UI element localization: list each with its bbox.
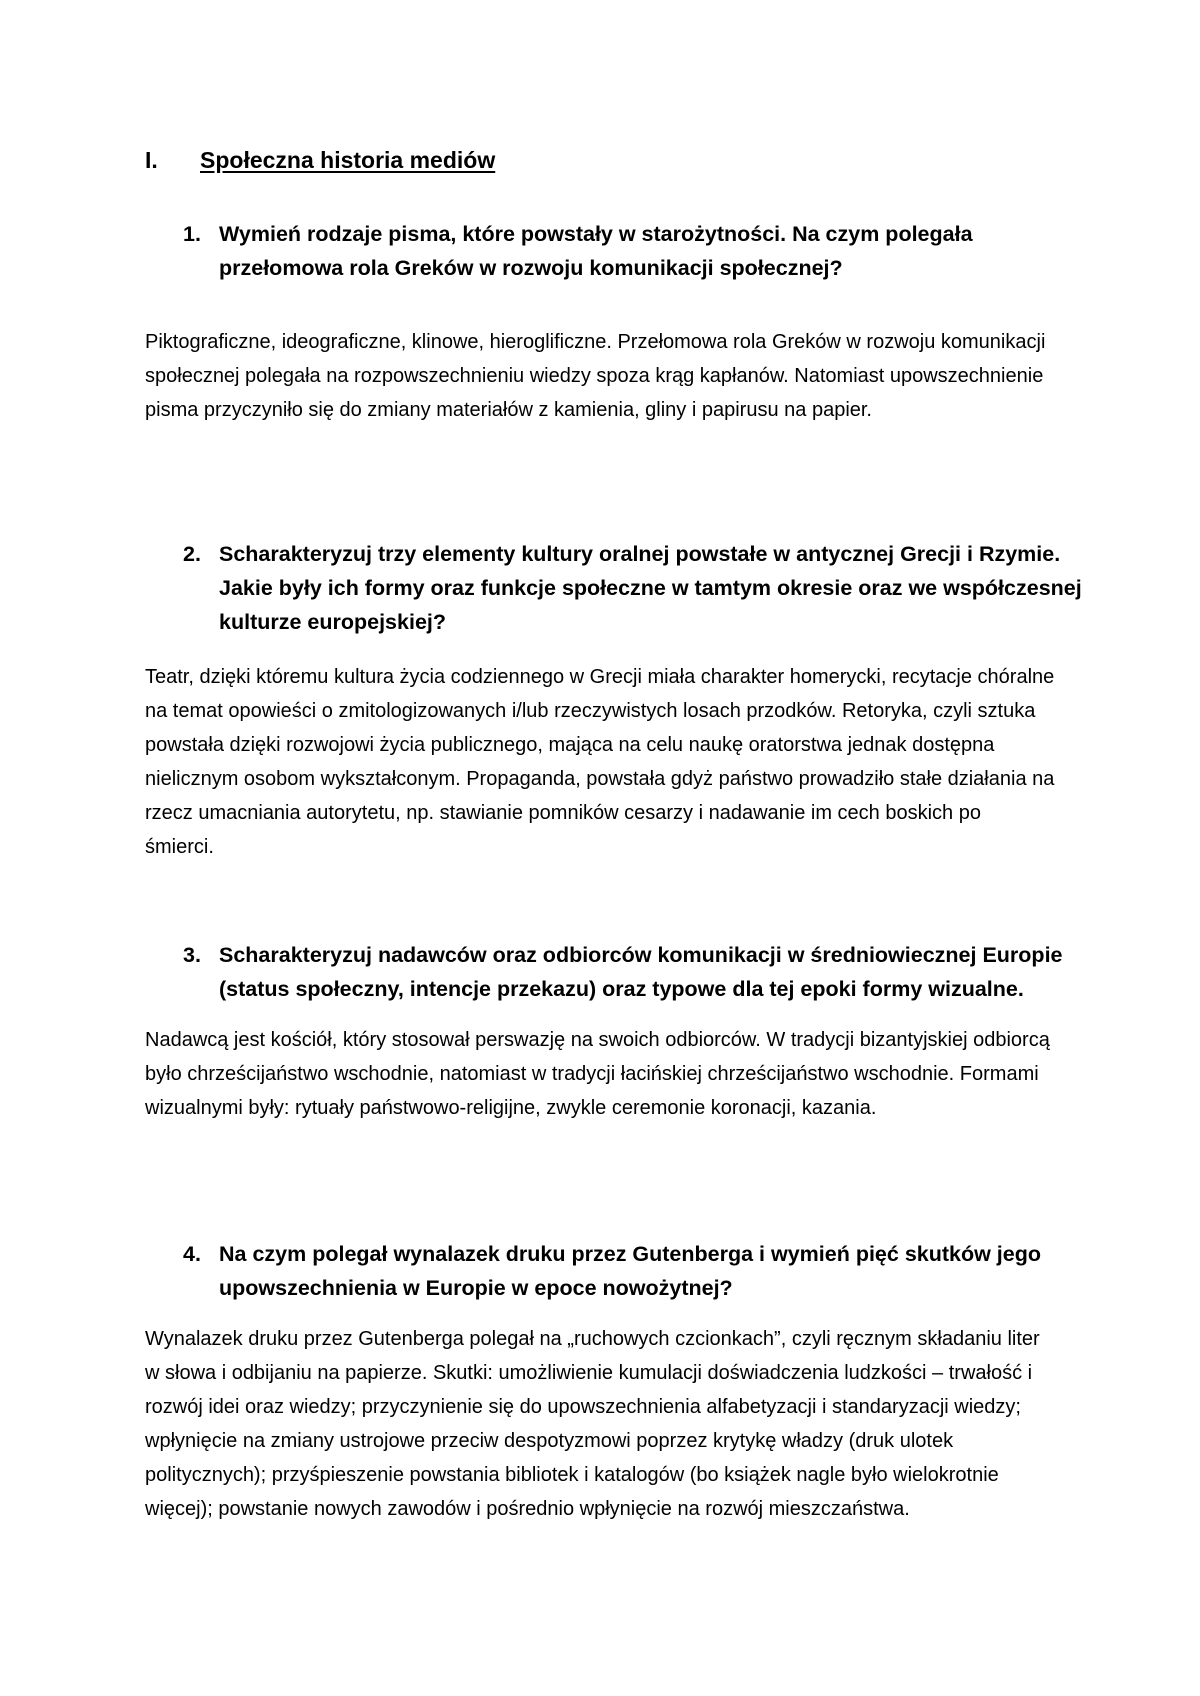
question-number: 1. [183, 222, 201, 246]
answer-1: Piktograficzne, ideograficzne, klinowe, hieroglificzne. Przełomowa rola Greków w rozwoju komunikacji społecznej polegała na rozpowszechnieniu wiedzy spoza krąg kapłanów. Natomiast upowszechnienie pisma przyczyniło się do zmiany materiałów z kamienia, gliny i papirusu na papier. [145, 331, 1046, 421]
question-text: Wymień rodzaje pisma, które powstały w starożytności. Na czym polegała przełomowa rola Greków w rozwoju komunikacji społecznej? [219, 222, 973, 280]
question-1 [183, 217, 1083, 285]
question-4 [183, 1237, 1083, 1305]
question-text: Scharakteryzuj nadawców oraz odbiorców komunikacji w średniowiecznej Europie (status społeczny, intencje przekazu) oraz typowe dla tej epoki formy wizualne. [219, 943, 1063, 1001]
question-text: Scharakteryzuj trzy elementy kultury oralnej powstałe w antycznej Grecji i Rzymie. Jakie były ich formy oraz funkcje społeczne w tamtym okresie oraz we współczesnej kulturze europejskiej? [219, 542, 1082, 634]
question-2 [183, 537, 1083, 639]
section-heading [145, 143, 495, 177]
question-text: Na czym polegał wynalazek druku przez Gutenberga i wymień pięć skutków jego upowszechnienia w Europie w epoce nowożytnej? [219, 1242, 1042, 1300]
question-number: 2. [183, 542, 201, 566]
answer-3: Nadawcą jest kościół, który stosował perswazję na swoich odbiorców. W tradycji bizantyjskiej odbiorcą było chrześcijaństwo wschodnie, natomiast w tradycji łacińskiej chrześcijaństwo wschodnie. Formami wizualnymi były: rytuały państwowo-religijne, zwykle ceremonie koronacji, kazania. [145, 1029, 1050, 1119]
question-3 [183, 938, 1083, 1006]
section-title: Społeczna historia mediów [200, 147, 496, 173]
question-number: 4. [183, 1242, 201, 1266]
section-numeral: I. [145, 147, 158, 173]
answer-2: Teatr, dzięki któremu kultura życia codziennego w Grecji miała charakter homerycki, recytacje chóralne na temat opowieści o zmitologizowanych i/lub rzeczywistych losach przodków. Retoryka, czyli sztuka powstała dzięki rozwojowi życia publicznego, mająca na celu naukę oratorstwa jednak dostępna nielicznym osobom wykształconym. Propaganda, powstała gdyż państwo prowadziło stałe działania na rzecz umacniania autorytetu, np. stawianie pomników cesarzy i nadawanie im cech boskich po śmierci. [145, 666, 1055, 858]
question-number: 3. [183, 943, 201, 967]
answer-4: Wynalazek druku przez Gutenberga polegał na „ruchowych czcionkach”, czyli ręcznym składaniu liter w słowa i odbijaniu na papierze. Skutki: umożliwienie kumulacji doświadczenia ludzkości – trwałość i rozwój idei oraz wiedzy; przyczynienie się do upowszechnienia alfabetyzacji i standaryzacji wiedzy; wpłynięcie na zmiany ustrojowe przeciw despotyzmowi poprzez krytykę władzy (druk ulotek politycznych); przyśpieszenie powstania bibliotek i katalogów (bo książek nagle było wielokrotnie więcej); powstanie nowych zawodów i pośrednio wpłynięcie na rozwój mieszczaństwa. [145, 1328, 1040, 1520]
